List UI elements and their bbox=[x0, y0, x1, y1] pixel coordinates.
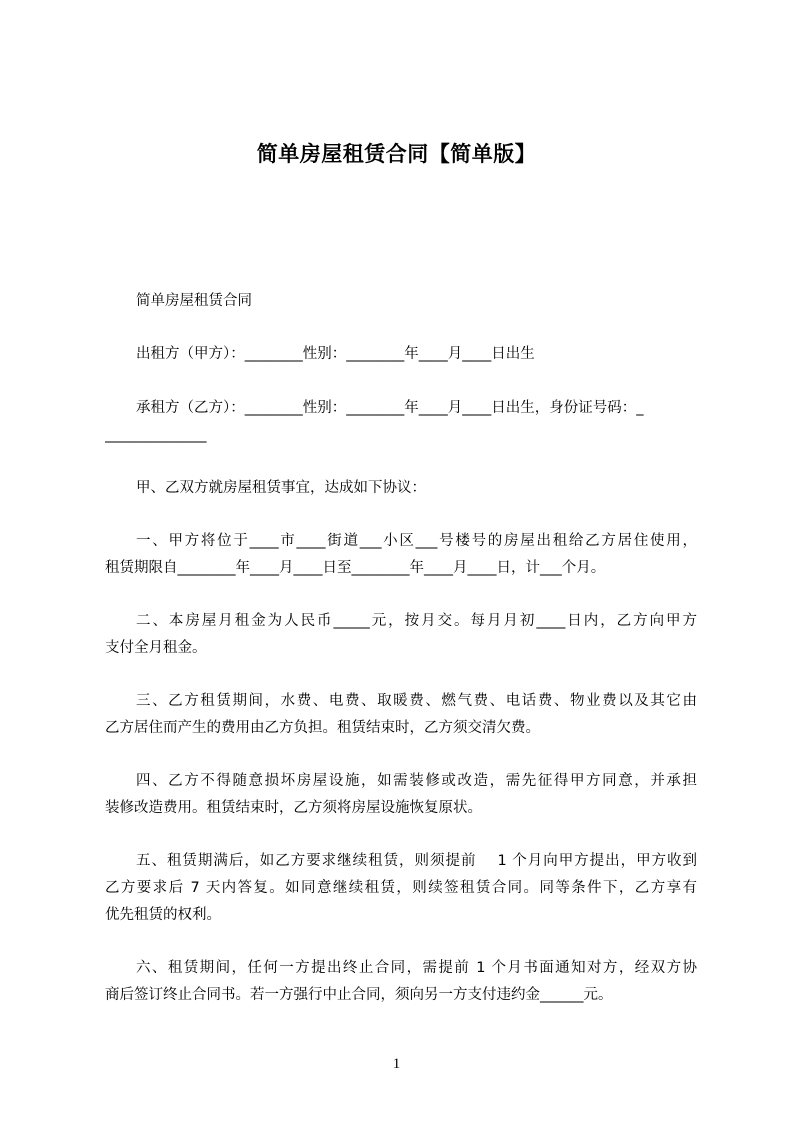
clause-4-line-2: 装修改造费用。租赁结束时，乙方须将房屋设施恢复原状。 bbox=[105, 800, 482, 816]
clause-6-line-1: 六、租赁期间，任何一方提出终止合同，需提前 1 个月书面通知对方，经双方协 bbox=[136, 960, 697, 976]
lessee-line: 承租方（乙方）：________性别：________年____月____日出生，身份证号码：_ bbox=[136, 400, 644, 416]
clause-3-line-1: 三、乙方租赁期间，水费、电费、取暖费、燃气费、电话费、物业费以及其它由 bbox=[136, 693, 697, 709]
lessor-line: 出租方（甲方）：________性别：________年____月____日出生 bbox=[136, 346, 535, 362]
agreement-intro-line: 甲、乙双方就房屋租赁事宜，达成如下协议： bbox=[136, 480, 426, 496]
clause-6-line-2: 商后签订终止合同书。若一方强行中止合同，须向另一方支付违约金______元。 bbox=[105, 987, 613, 1003]
clause-5-line-3: 优先租赁的权利。 bbox=[105, 907, 221, 923]
clause-4-line-1: 四、乙方不得随意损坏房屋设施，如需装修或改造，需先征得甲方同意，并承担 bbox=[136, 773, 697, 789]
clause-5-line-2: 乙方要求后 7 天内答复。如同意继续租赁，则续签租赁合同。同等条件下，乙方享有 bbox=[105, 880, 697, 896]
clause-5-line-1: 五、租赁期满后，如乙方要求继续租赁，则须提前 1 个月向甲方提出，甲方收到 bbox=[136, 853, 697, 869]
lessee-id-blank-line: ______________ bbox=[105, 427, 207, 443]
clause-3-line-2: 乙方居住而产生的费用由乙方负担。租赁结束时，乙方须交清欠费。 bbox=[105, 720, 540, 736]
clause-2-line-1: 二、本房屋月租金为人民币_____元，按月交。每月月初____日内，乙方向甲方 bbox=[136, 613, 697, 629]
page-number: 1 bbox=[392, 1056, 401, 1072]
clause-2-line-2: 支付全月租金。 bbox=[105, 640, 207, 656]
heading-line: 简单房屋租赁合同 bbox=[136, 293, 252, 309]
clause-1-line-2: 租赁期限自________年____月____日至________年____月____日，计___个月。 bbox=[105, 560, 606, 576]
clause-1-line-1: 一、甲方将位于____市____街道___小区___号楼号的房屋出租给乙方居住使用， bbox=[136, 533, 697, 549]
document-title: 简单房屋租赁合同【简单版】 bbox=[256, 142, 537, 166]
